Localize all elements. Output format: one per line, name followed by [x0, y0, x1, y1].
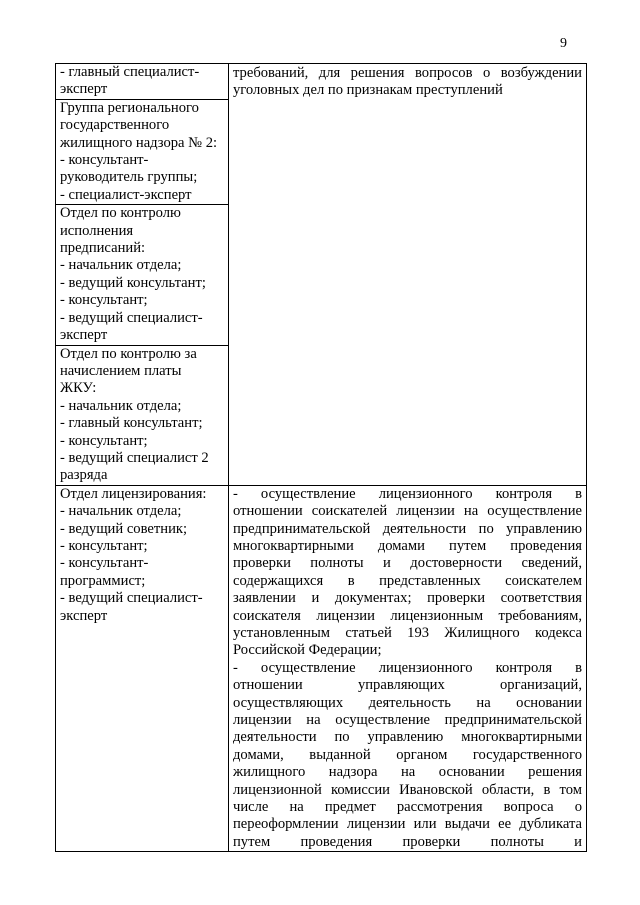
unit-line: - начальник отдела;: [60, 257, 182, 274]
duties-line: соискателя лицензии лицензионным требованиям,: [233, 607, 582, 624]
unit-cell: [56, 64, 229, 100]
unit-line: программист;: [60, 572, 146, 589]
page-number: 9: [560, 36, 567, 51]
duties-line: содержащихся в представленных соискателем: [233, 572, 582, 589]
unit-line: - начальник отдела;: [60, 397, 182, 414]
table-row: [56, 485, 587, 852]
unit-line: - консультант;: [60, 292, 148, 309]
unit-line: руководитель группы;: [60, 169, 198, 186]
duties-line: жилищного надзора на основании решения: [233, 764, 582, 781]
unit-line: Группа регионального: [60, 99, 199, 116]
unit-cell: [56, 205, 229, 345]
duties-line: Российской Федерации;: [233, 642, 382, 659]
unit-cell: [56, 345, 229, 485]
unit-line: Отдел по контролю за: [60, 345, 197, 362]
duties-line: - осуществление лицензионного контроля в: [233, 485, 582, 502]
unit-line: эксперт: [60, 327, 108, 344]
duties-line: отношении соискателей лицензии на осуществление: [233, 503, 582, 520]
unit-line: - консультант;: [60, 432, 148, 449]
unit-line: - ведущий специалист-: [60, 590, 203, 607]
unit-line: - главный специалист-: [60, 64, 200, 80]
duties-line: отношении управляющих организаций,: [233, 677, 582, 694]
duties-line: домами, выданной органом государственного: [233, 746, 582, 763]
unit-line: - консультант-: [60, 555, 149, 572]
unit-line: исполнения: [60, 222, 134, 239]
table-row: [56, 64, 587, 100]
duties-line: лицензии на осуществление предпринимательской: [233, 712, 582, 729]
duties-line: установленным статьей 193 Жилищного кодекса: [233, 625, 582, 641]
unit-line: государственного: [60, 117, 170, 134]
unit-line: Отдел по контролю: [60, 205, 181, 222]
unit-line: - ведущий советник;: [60, 520, 188, 537]
duties-line: многоквартирными домами путем проведения: [233, 537, 582, 554]
duties-line: лицензионной комиссии Ивановской области, в том: [233, 781, 582, 798]
unit-line: - главный консультант;: [60, 415, 203, 432]
unit-line: - ведущий специалист-: [60, 309, 203, 326]
duties-line: - осуществление лицензионного контроля в: [233, 659, 582, 676]
unit-line: разряда: [60, 467, 108, 484]
duties-cell: [229, 485, 587, 852]
duties-line: путем проведения проверки полноты и: [233, 833, 582, 850]
unit-line: предписаний:: [60, 240, 146, 257]
duties-line: предпринимательской деятельности по управлению: [233, 520, 582, 537]
responsibilities-table: [55, 63, 587, 852]
unit-line: - консультант;: [60, 537, 148, 554]
duties-cell: [229, 64, 587, 486]
unit-line: - начальник отдела;: [60, 503, 182, 520]
unit-line: Отдел лицензирования:: [60, 485, 207, 502]
unit-line: - ведущий специалист 2: [60, 449, 209, 466]
unit-line: жилищного надзора № 2:: [60, 134, 218, 151]
duties-line: переоформлении лицензии или выдачи ее дубликата: [233, 816, 582, 833]
duties-line: заявлении и документах; проверки соответствия: [233, 590, 582, 607]
unit-line: эксперт: [60, 81, 108, 98]
duties-line: числе на предмет рассмотрения вопроса о: [233, 799, 582, 816]
unit-cell: [56, 99, 229, 204]
unit-line: начислением платы: [60, 362, 182, 379]
duties-line: осуществляющих деятельность на основании: [233, 694, 582, 711]
unit-cell: [56, 485, 229, 852]
unit-line: - консультант-: [60, 152, 149, 169]
duties-line: деятельности по управлению многоквартирными: [233, 729, 582, 746]
duties-line: уголовных дел по признакам преступлений: [233, 82, 503, 99]
unit-line: - специалист-эксперт: [60, 186, 192, 203]
unit-line: эксперт: [60, 607, 108, 624]
unit-line: - ведущий консультант;: [60, 274, 206, 291]
duties-line: требований, для решения вопросов о возбуждении: [233, 65, 582, 81]
unit-line: ЖКУ:: [60, 380, 97, 397]
duties-line: проверки полноты и достоверности сведений,: [233, 555, 582, 572]
